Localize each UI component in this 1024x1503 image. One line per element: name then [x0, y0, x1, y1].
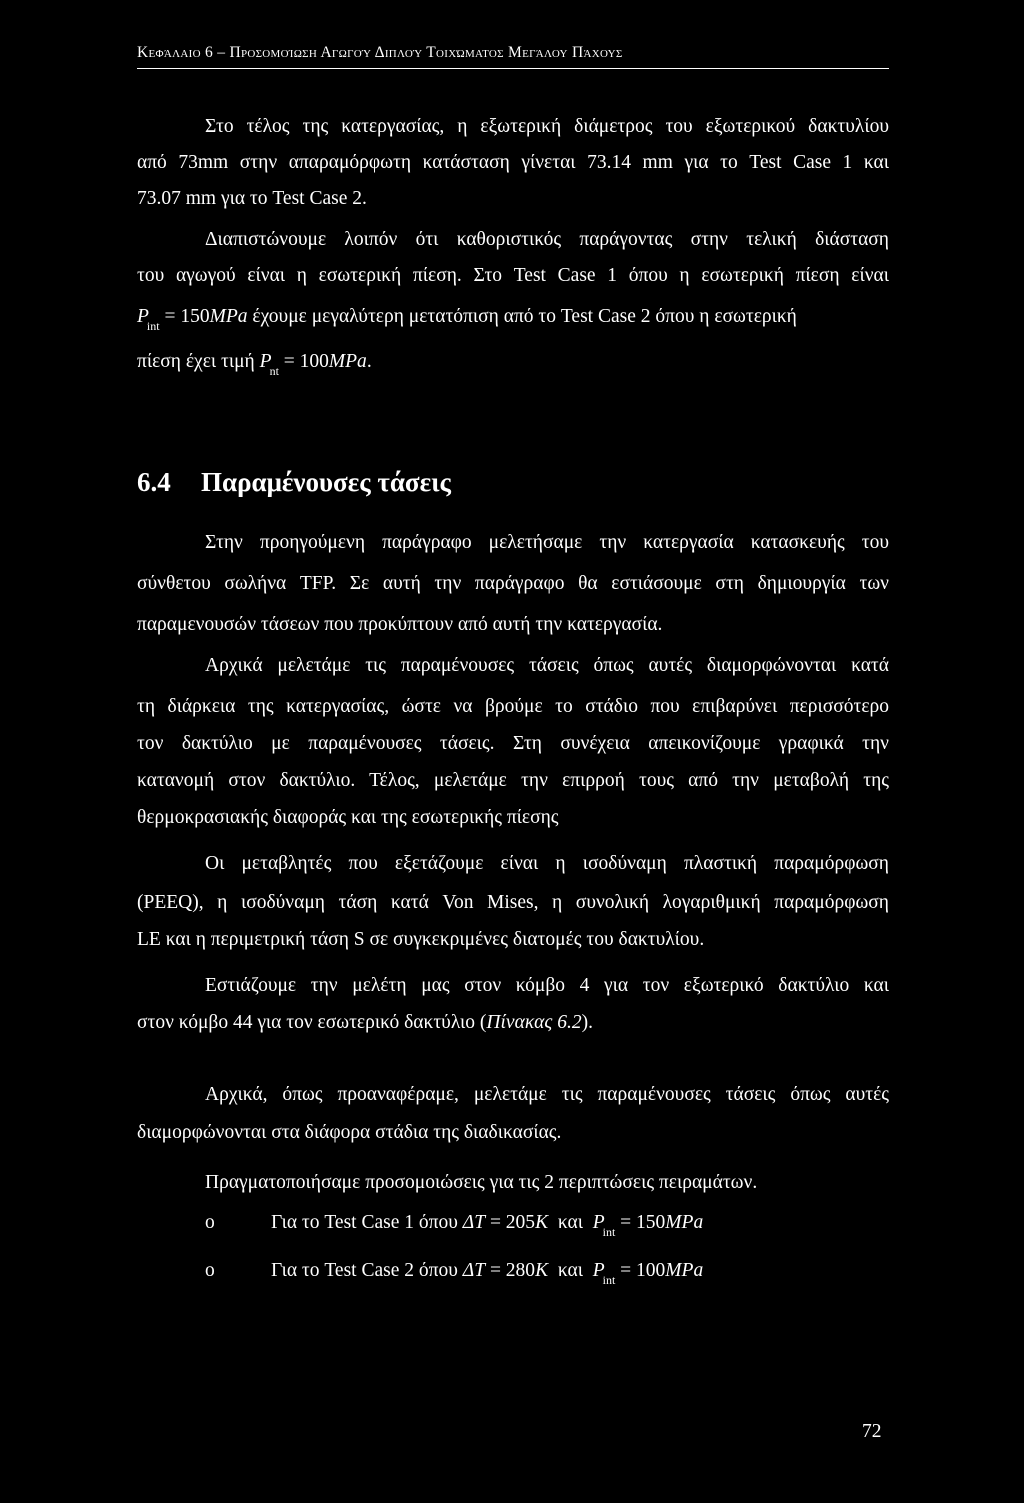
delta-t-value: = 280	[485, 1260, 536, 1281]
section-number: 6.4	[137, 467, 171, 497]
p1-line-2: από 73mm στην απαραμόρφωτη κατάσταση γίνεται 73.14 mm για το Test Case 1 και	[137, 152, 889, 173]
p4-line-3: τον δακτύλιο με παραμένουσες τάσεις. Στη συνέχεια απεικονίζουμε γραφικά την	[137, 733, 889, 754]
p4-line-5: θερμοκρασιακής διαφοράς και της εσωτερικής πίεσης	[137, 807, 559, 828]
bullet-conj: και	[548, 1212, 593, 1233]
p5-line-3: LE και η περιμετρική τάση S σε συγκεκριμένες διατομές του δακτυλίου.	[137, 929, 705, 950]
p1-line-1: Στο τέλος της κατεργασίας, η εξωτερική διάμετρος του εξωτερικού δακτυλίου	[205, 116, 889, 137]
pressure-unit: MPa	[209, 306, 248, 327]
pressure-value: = 150	[159, 306, 210, 327]
delta-t-unit: K	[535, 1260, 549, 1281]
p5-line-1: Οι μεταβλητές που εξετάζουμε είναι η ισοδύναμη πλαστική παραμόρφωση	[205, 853, 889, 874]
pressure-unit-b2: MPa	[665, 1260, 704, 1281]
p1-line-3: 73.07 mm για το Test Case 2.	[137, 188, 367, 209]
bullet-marker: o	[205, 1212, 215, 1233]
delta-t-unit: K	[535, 1212, 549, 1233]
bullet-text	[271, 1260, 704, 1287]
p6-line-2-text: στον κόμβο 44 για τον εσωτερικό δακτύλιο (	[137, 1012, 487, 1033]
pressure-unit-b1: MPa	[665, 1212, 704, 1233]
pressure-subscript: int	[146, 319, 160, 333]
p8-line: Πραγματοποιήσαμε προσομοιώσεις για τις 2 περιπτώσεις πειραμάτων.	[205, 1172, 758, 1193]
p2-line-4-end: .	[366, 351, 372, 372]
p7-line-1: Αρχικά, όπως προαναφέραμε, μελετάμε τις παραμένουσες τάσεις όπως αυτές	[205, 1084, 889, 1105]
bullet-pre: Για το Test Case 1 όπου	[271, 1212, 463, 1233]
pressure-symbol: P	[137, 306, 149, 327]
p2-line-2: του αγωγού είναι η εσωτερική πίεση. Στο Test Case 1 όπου η εσωτερική πίεση είναι	[137, 265, 889, 286]
pressure-subscript-b1: int	[602, 1225, 616, 1239]
pressure-symbol-b1: P	[592, 1212, 605, 1233]
p7-line-2: διαμορφώνονται στα διάφορα στάδια της διαδικασίας.	[137, 1122, 562, 1143]
p2-line-4-text: πίεση έχει τιμή	[137, 351, 260, 372]
pressure-symbol-2: P	[259, 351, 272, 372]
p4-line-2: τη διάρκεια της κατεργασίας, ώστε να βρούμε το στάδιο που επιβαρύνει περισσότερο	[137, 696, 889, 717]
bullet-text	[271, 1212, 704, 1239]
p3-line-2: σύνθετου σωλήνα TFP. Σε αυτή την παράγραφο θα εστιάσουμε στη δημιουργία των	[137, 573, 889, 594]
pressure-unit-2: MPa	[328, 351, 367, 372]
section-heading	[137, 467, 451, 498]
running-header: Κεφάλαιο 6 – Προσομοίωση Αγωγού Διπλού Τοιχώματος Μεγάλου Πάχους	[137, 44, 889, 69]
p6-line-1: Εστιάζουμε την μελέτη μας στον κόμβο 4 για τον εξωτερικό δακτύλιο και	[205, 975, 889, 996]
pressure-subscript-2: nt	[269, 364, 279, 378]
section-title: Παραμένουσες τάσεις	[201, 467, 451, 497]
table-reference: Πίνακας 6.2	[486, 1012, 582, 1033]
p5-line-2: (PEEQ), η ισοδύναμη τάση κατά Von Mises, η συνολική λογαριθμική παραμόρφωση	[137, 892, 889, 913]
page-number: 72	[862, 1421, 882, 1442]
p6-line-2-end: ).	[581, 1012, 593, 1033]
pressure-value-2: = 100	[278, 351, 329, 372]
pressure-value-b2: = 100	[615, 1260, 666, 1281]
p2-line-3-text: έχουμε μεγαλύτερη μετατόπιση από το Test Case 2 όπου η εσωτερική	[247, 306, 797, 327]
p2-line-4	[137, 351, 889, 378]
pressure-subscript-b2: int	[602, 1273, 616, 1287]
delta-t-symbol: ΔT	[462, 1260, 486, 1281]
bullet-marker: o	[205, 1260, 215, 1281]
p4-line-4: κατανομή στον δακτύλιο. Τέλος, μελετάμε την επιρροή τους από την μεταβολή της	[137, 770, 889, 791]
delta-t-symbol: ΔT	[462, 1212, 486, 1233]
bullet-conj: και	[548, 1260, 593, 1281]
p2-line-3	[137, 306, 889, 333]
p3-line-1: Στην προηγούμενη παράγραφο μελετήσαμε την κατεργασία κατασκευής του	[205, 532, 889, 553]
p6-line-2	[137, 1012, 889, 1034]
p4-line-1: Αρχικά μελετάμε τις παραμένουσες τάσεις όπως αυτές διαμορφώνονται κατά	[205, 655, 889, 676]
pressure-symbol-b2: P	[592, 1260, 605, 1281]
bullet-pre: Για το Test Case 2 όπου	[271, 1260, 463, 1281]
p3-line-3: παραμενουσών τάσεων που προκύπτουν από αυτή την κατεργασία.	[137, 614, 663, 635]
pressure-value-b1: = 150	[615, 1212, 666, 1233]
delta-t-value: = 205	[485, 1212, 536, 1233]
p2-line-1: Διαπιστώνουμε λοιπόν ότι καθοριστικός παράγοντας στην τελική διάσταση	[205, 229, 889, 250]
